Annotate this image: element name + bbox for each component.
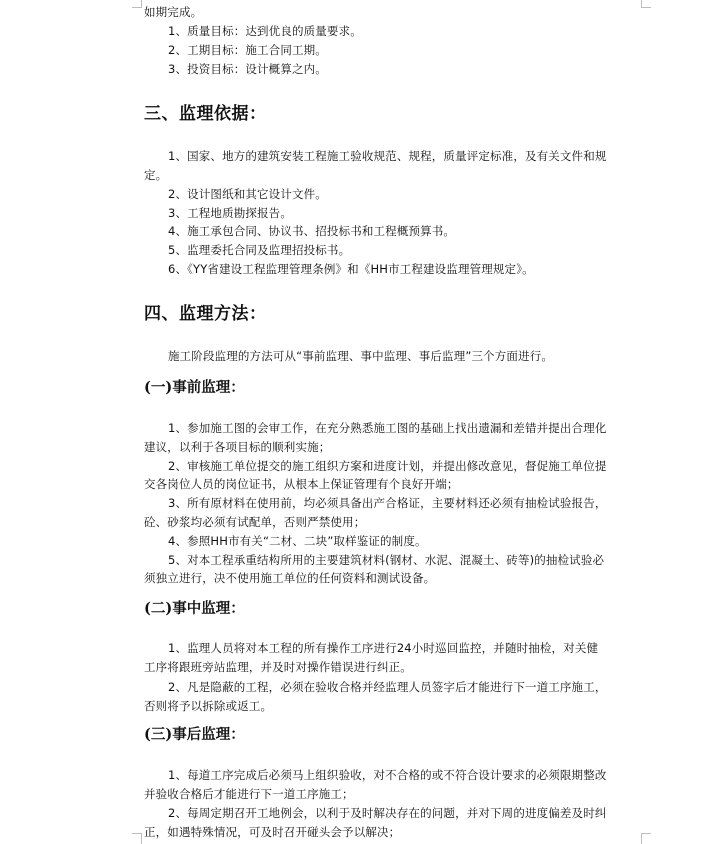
page-corner-mark (641, 0, 651, 8)
method-line: 工序将跟班旁站监理，并及时对操作错误进行纠正。 (144, 660, 412, 674)
method-line: 并验收合格后才能进行下一道工序施工； (144, 787, 354, 801)
method-line: 1、每道工序完成后必须马上组织验收，对不合格的或不符合设计要求的必须限期整改 (168, 768, 607, 782)
method-line: 否则将予以拆除或返工。 (144, 699, 273, 713)
page-corner-mark (132, 833, 142, 844)
goal-item: 1、质量目标：达到优良的质量要求。 (168, 24, 362, 38)
basis-item: 5、监理委托合同及监理招投标书。 (168, 243, 351, 257)
method-line: 2、每周定期召开工地例会，以利于及时解决存在的问题，并对下周的进度偏差及时纠 (168, 806, 607, 820)
method-line: 3、所有原材料在使用前，均必须具备出产合格证，主要材料还必须有抽检试验报告， (168, 496, 607, 510)
method-line: 1、监理人员将对本工程的所有操作工序进行24小时巡回监控，并随时抽检，对关健 (168, 641, 599, 655)
basis-item: 2、设计图纸和其它设计文件。 (168, 187, 327, 201)
page-corner-mark (641, 833, 651, 844)
method-line: 交各岗位人员的岗位证书，从根本上保证管理有个良好开端； (144, 477, 459, 491)
method-line: 建议，以利于各项目标的顺利实施； (144, 440, 331, 454)
basis-item: 3、工程地质勘探报告。 (168, 206, 292, 220)
basis-item: 4、施工承包合同、协议书、招投标书和工程概预算书。 (168, 224, 456, 238)
basis-item: 6、《YY省建设工程监理管理条例》和《HH市工程建设监理管理规定》。 (168, 262, 534, 276)
method-line: 正，如遇特殊情况，可及时召开碰头会予以解决； (144, 825, 401, 839)
subsection-heading: (二)事中监理： (144, 600, 245, 617)
method-line: 须独立进行，决不使用施工单位的任何资料和测试设备。 (144, 571, 436, 585)
section-heading: 四、监理方法： (144, 304, 267, 324)
method-line: 2、凡是隐蔽的工程，必须在验收合格并经监理人员签字后才能进行下一道工序施工， (168, 680, 607, 694)
section-heading: 三、监理依据： (144, 104, 267, 124)
basis-item: 1、国家、地方的建筑安装工程施工验收规范、规程，质量评定标准，及有关文件和规 (168, 149, 607, 163)
subsection-heading: (三)事后监理： (144, 726, 245, 743)
page-corner-mark (132, 0, 142, 8)
goal-item: 3、投资目标：设计概算之内。 (168, 62, 327, 76)
basis-item-continuation: 定。 (144, 168, 168, 182)
paragraph-line: 如期完成。 (144, 5, 203, 19)
method-line: 砼、砂浆均必须有试配单，否则严禁使用； (144, 515, 366, 529)
method-line: 2、审核施工单位提交的施工组织方案和进度计划，并提出修改意见，督促施工单位提 (168, 459, 607, 473)
method-line: 5、对本工程承重结构所用的主要建筑材料(钢材、水泥、混凝土、砖等)的抽检试验必 (168, 553, 605, 567)
method-line: 4、参照HH市有关“二材、二块”取样鉴证的制度。 (168, 534, 427, 548)
method-line: 1、参加施工图的会审工作，在充分熟悉施工图的基础上找出遗漏和差错并提出合理化 (168, 421, 607, 435)
paragraph-line: 施工阶段监理的方法可从“事前监理、事中监理、事后监理”三个方面进行。 (168, 349, 554, 363)
goal-item: 2、工期目标：施工合同工期。 (168, 43, 327, 57)
subsection-heading: (一)事前监理： (144, 379, 245, 396)
